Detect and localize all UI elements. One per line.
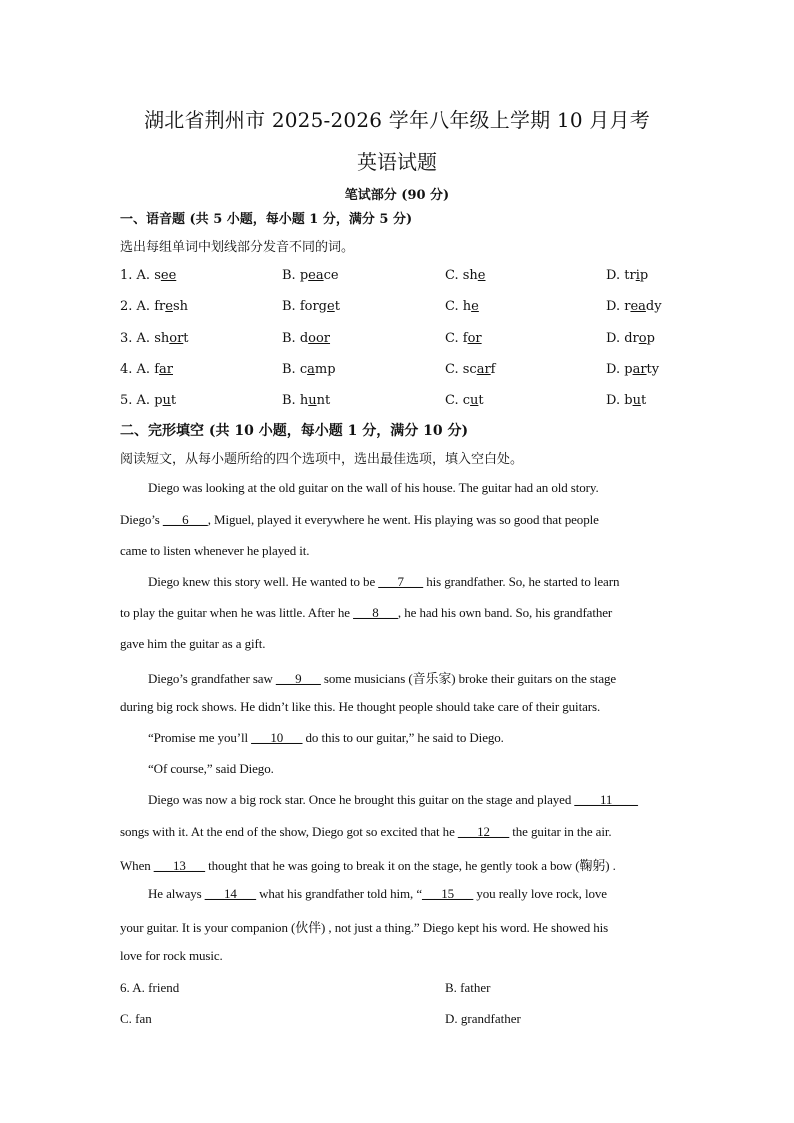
word-part: r: [624, 299, 631, 314]
phonics-option: [606, 299, 662, 314]
word-part: tr: [624, 268, 636, 283]
passage-text: Diego’s grandfather saw: [148, 671, 276, 686]
passage-text: songs with it. At the end of the show, Diego got so excited that he: [120, 824, 458, 839]
word-part: sc: [462, 362, 477, 377]
passage-line: [120, 543, 680, 559]
passage-text: some musicians (音乐家) broke their guitars on the stage: [320, 671, 617, 686]
underlined-letters: ar: [159, 362, 173, 377]
passage-text: “Of course,” said Diego.: [148, 761, 274, 776]
option-label: D.: [606, 299, 625, 314]
underlined-letters: u: [308, 393, 317, 408]
phonics-option: [606, 362, 659, 377]
word-part: nt: [316, 393, 331, 408]
passage-text: love for rock music.: [120, 948, 223, 963]
passage-text: “Promise me you’ll: [148, 730, 252, 745]
written-part-label: 笔试部分 (90 分): [344, 188, 450, 203]
word-part: f: [462, 331, 468, 346]
word-part: t: [478, 393, 484, 408]
underlined-letters: ee: [160, 268, 177, 283]
phonics-option: [120, 268, 176, 283]
phonics-option: [445, 268, 486, 283]
passage-line: [120, 917, 680, 936]
passage-text: during big rock shows. He didn’t like this. He thought people should take care of their guitars.: [120, 699, 601, 714]
passage-text: Diego was looking at the old guitar on the wall of his house. The guitar had an old story.: [148, 480, 599, 495]
underlined-letters: oor: [308, 331, 331, 346]
option-label: B.: [282, 268, 300, 283]
word-part: p: [646, 331, 655, 346]
passage-text: He always: [148, 886, 205, 901]
phonics-option: [606, 268, 648, 283]
passage-text: do this to our guitar,” he said to Diego.: [302, 730, 504, 745]
answer-blank: ___7___: [378, 574, 424, 589]
underlined-letters: ea: [630, 299, 646, 314]
passage-line: [120, 512, 680, 528]
passage-text: what his grandfather told him, “: [255, 886, 422, 901]
word-part: t: [640, 393, 647, 408]
passage-line: [120, 636, 680, 652]
option-label: C.: [445, 362, 463, 377]
answer-blank: ___13___: [153, 858, 205, 873]
passage-text: Diego knew this story well. He wanted to be: [148, 574, 379, 589]
option-label: D.: [606, 362, 625, 377]
word-part: b: [624, 393, 633, 408]
underlined-letters: a: [307, 362, 315, 377]
option-label: 4. A.: [120, 362, 155, 377]
word-part: f: [154, 362, 160, 377]
word-part: sh: [172, 299, 188, 314]
phonics-option: [120, 393, 176, 408]
word-part: mp: [314, 362, 336, 377]
answer-blank: ___10___: [251, 730, 303, 745]
section2-instruction: 阅读短文，从每小题所给的四个选项中，选出最佳选项，填入空白处。: [120, 452, 524, 467]
passage-text: the guitar in the air.: [509, 824, 612, 839]
underlined-letters: o: [638, 331, 647, 346]
passage-line: [148, 761, 708, 777]
answer-blank: ___12___: [457, 824, 510, 839]
passage-text: to play the guitar when he was little. After he: [120, 605, 354, 620]
phonics-question-row: [0, 268, 794, 288]
phonics-option: [120, 299, 188, 314]
section2-heading: 二、完形填空 (共 10 小题，每小题 1 分，满分 10 分): [120, 423, 469, 439]
word-part: h: [299, 393, 309, 408]
phonics-option: [445, 299, 479, 314]
word-part: f: [490, 362, 496, 377]
underlined-letters: ar: [632, 362, 647, 377]
passage-text: When: [120, 858, 154, 873]
passage-line: [148, 574, 708, 590]
word-part: p: [639, 268, 649, 283]
word-part: h: [462, 299, 472, 314]
underlined-letters: u: [470, 393, 479, 408]
word-part: dr: [624, 331, 639, 346]
answer-blank: ___6___: [162, 512, 208, 527]
passage-line: [148, 480, 708, 496]
passage-line: [120, 605, 680, 621]
underlined-letters: e: [165, 299, 173, 314]
underlined-letters: e: [471, 299, 479, 314]
phonics-option: [606, 331, 655, 346]
passage-line: [120, 699, 680, 715]
option-label: B.: [282, 393, 300, 408]
word-part: dy: [645, 299, 662, 314]
exam-title: 湖北省荆州市 2025-2026 学年八年级上学期 10 月月考: [144, 108, 650, 132]
exam-subject: 英语试题: [357, 150, 437, 174]
passage-line: [148, 792, 708, 808]
underlined-letters: ea: [308, 268, 324, 283]
word-part: c: [462, 393, 471, 408]
word-part: fr: [154, 299, 166, 314]
word-part: p: [624, 362, 633, 377]
word-part: t: [183, 331, 189, 346]
option-label: C.: [445, 331, 463, 346]
passage-text: your guitar. It is your companion (伙伴) , not just a thing.” Diego kept his word. He showed his: [120, 920, 609, 935]
passage-line: [120, 855, 680, 874]
answer-blank: ___8___: [353, 605, 398, 620]
word-part: c: [299, 362, 308, 377]
passage-line: [148, 886, 708, 902]
passage-line: [120, 824, 680, 840]
underlined-letters: e: [327, 299, 335, 314]
answer-blank: ___14___: [204, 886, 256, 901]
underlined-letters: u: [162, 393, 171, 408]
phonics-question-row: [0, 331, 794, 351]
phonics-option: [282, 299, 340, 314]
phonics-question-row: [0, 299, 794, 319]
option-label: 2. A.: [120, 299, 155, 314]
word-part: p: [299, 268, 309, 283]
underlined-letters: e: [477, 268, 486, 283]
phonics-option: [120, 362, 173, 377]
option-label: D.: [606, 331, 625, 346]
phonics-question-row: [0, 362, 794, 382]
word-part: sh: [154, 331, 170, 346]
underlined-letters: or: [169, 331, 184, 346]
phonics-option: [120, 331, 189, 346]
phonics-option: [445, 362, 495, 377]
passage-text: his grandfather. So, he started to learn: [423, 574, 620, 589]
phonics-question-row: [0, 393, 794, 413]
word-part: d: [299, 331, 309, 346]
phonics-option: [282, 268, 339, 283]
passage-text: thought that he was going to break it on the stage, he gently took a bow (鞠躬) .: [205, 858, 616, 873]
passage-text: you really love rock, love: [473, 886, 607, 901]
option-label: C.: [445, 393, 463, 408]
word-part: p: [154, 393, 163, 408]
q6-option-a: 6. A. friend: [120, 980, 180, 995]
q6-option-b: B. father: [445, 980, 491, 995]
option-label: B.: [282, 362, 300, 377]
section1-heading: 一、语音题 (共 5 小题，每小题 1 分，满分 5 分): [120, 212, 413, 227]
passage-text: Diego’s: [120, 512, 163, 527]
answer-blank: ___15___: [422, 886, 474, 901]
passage-line: [148, 668, 708, 687]
phonics-option: [282, 362, 336, 377]
underlined-letters: ar: [476, 362, 491, 377]
passage-line: [148, 730, 708, 746]
q6-option-c: C. fan: [120, 1011, 152, 1026]
word-part: ty: [646, 362, 660, 377]
phonics-option: [282, 393, 330, 408]
option-label: 3. A.: [120, 331, 155, 346]
option-label: D.: [606, 268, 625, 283]
option-label: C.: [445, 268, 463, 283]
answer-blank: ___9___: [275, 671, 321, 686]
option-label: C.: [445, 299, 463, 314]
option-label: B.: [282, 299, 300, 314]
passage-text: gave him the guitar as a gift.: [120, 636, 266, 651]
phonics-option: [445, 393, 484, 408]
option-label: 1. A.: [120, 268, 155, 283]
word-part: sh: [462, 268, 478, 283]
answer-blank: ____11____: [574, 792, 638, 807]
word-part: s: [154, 268, 161, 283]
phonics-option: [606, 393, 646, 408]
section1-instruction: 选出每组单词中划线部分发音不同的词。: [120, 240, 355, 255]
phonics-option: [282, 331, 330, 346]
passage-text: came to listen whenever he played it.: [120, 543, 310, 558]
underlined-letters: i: [635, 268, 640, 283]
phonics-option: [445, 331, 482, 346]
passage-text: Diego was now a big rock star. Once he brought this guitar on the stage and played: [148, 792, 575, 807]
underlined-letters: or: [467, 331, 482, 346]
option-label: 5. A.: [120, 393, 155, 408]
word-part: forg: [299, 299, 328, 314]
passage-line: [120, 948, 680, 964]
underlined-letters: u: [632, 393, 641, 408]
word-part: t: [170, 393, 177, 408]
option-label: B.: [282, 331, 300, 346]
q6-option-d: D. grandfather: [445, 1011, 521, 1026]
word-part: t: [334, 299, 340, 314]
option-label: D.: [606, 393, 625, 408]
passage-text: , he had his own band. So, his grandfather: [397, 605, 613, 620]
passage-text: , Miguel, played it everywhere he went. His playing was so good that people: [207, 512, 599, 527]
word-part: ce: [323, 268, 339, 283]
